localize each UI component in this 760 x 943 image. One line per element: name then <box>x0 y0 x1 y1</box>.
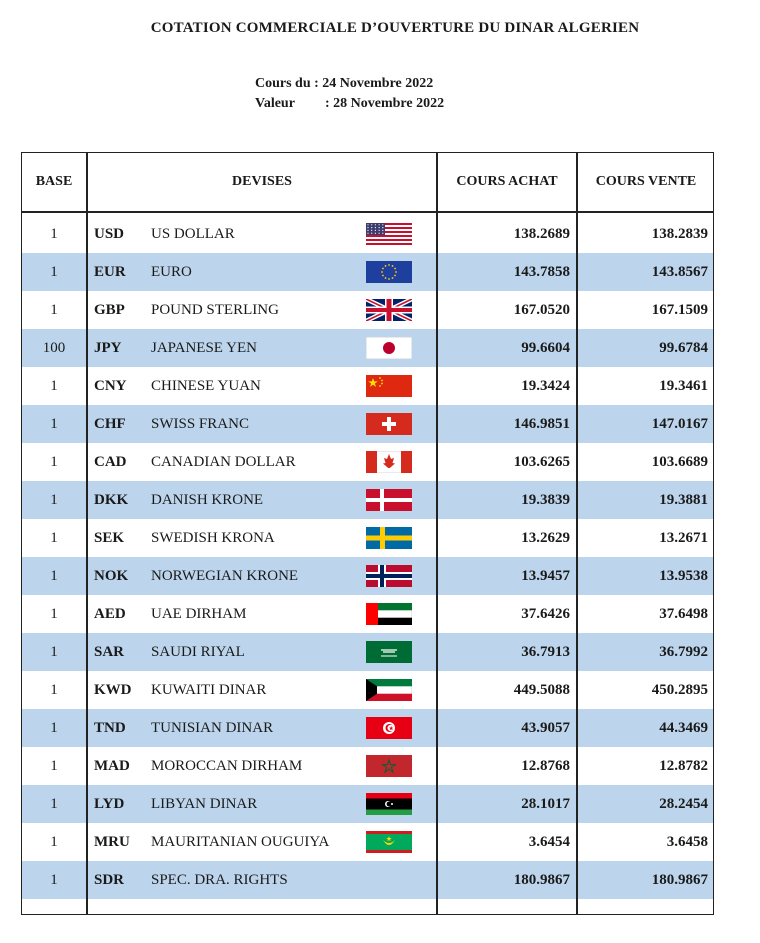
base-value: 1 <box>50 758 58 774</box>
valeur-date: : 28 Novembre 2022 <box>325 96 445 111</box>
table-row <box>22 519 713 557</box>
currency-code: DKK <box>94 492 129 508</box>
currency-code: MAD <box>94 758 130 774</box>
cours-vente-value: 3.6458 <box>666 834 708 850</box>
base-value: 1 <box>50 530 58 546</box>
currency-code: EUR <box>94 264 126 280</box>
table-row <box>22 329 713 367</box>
column-divider <box>576 153 578 914</box>
currency-name: LIBYAN DINAR <box>151 796 258 812</box>
cours-achat-value: 28.1017 <box>521 796 570 812</box>
cours-vente-value: 103.6689 <box>651 454 708 470</box>
cours-achat-value: 138.2689 <box>513 226 570 242</box>
cours-vente-value: 28.2454 <box>659 796 708 812</box>
cours-vente-value: 13.9538 <box>659 568 708 584</box>
cours-achat-value: 13.9457 <box>521 568 570 584</box>
base-value: 1 <box>50 302 58 318</box>
cours-achat-value: 449.5088 <box>513 682 570 698</box>
currency-name: SWISS FRANC <box>151 416 249 432</box>
currency-name: TUNISIAN DINAR <box>151 720 274 736</box>
currency-name: KUWAITI DINAR <box>151 682 267 698</box>
cours-vente-value: 99.6784 <box>659 340 708 356</box>
denmark-flag-icon <box>366 489 412 511</box>
base-value: 1 <box>50 720 58 736</box>
column-header-devises: DEVISES <box>232 174 292 189</box>
currency-name: NORWEGIAN KRONE <box>151 568 299 584</box>
cours-achat-value: 12.8768 <box>521 758 570 774</box>
table-row <box>22 443 713 481</box>
table-row <box>22 747 713 785</box>
japan-flag-icon <box>366 337 412 359</box>
base-value: 1 <box>50 796 58 812</box>
currency-code: SAR <box>94 644 125 660</box>
table-row <box>22 595 713 633</box>
table-row <box>22 291 713 329</box>
currency-code: NOK <box>94 568 129 584</box>
currency-code: CAD <box>94 454 127 470</box>
currency-name: SAUDI RIYAL <box>151 644 245 660</box>
currency-name: JAPANESE YEN <box>151 340 257 356</box>
cours-achat-value: 103.6265 <box>513 454 570 470</box>
currency-code: SEK <box>94 530 125 546</box>
currency-code: TND <box>94 720 126 736</box>
currency-code: JPY <box>94 340 122 356</box>
table-row <box>22 709 713 747</box>
base-value: 1 <box>50 682 58 698</box>
currency-code: GBP <box>94 302 125 318</box>
base-value: 1 <box>50 834 58 850</box>
cours-achat-value: 3.6454 <box>528 834 570 850</box>
table-row <box>22 367 713 405</box>
column-header-vente: COURS VENTE <box>595 174 697 189</box>
cours-vente-value: 37.6498 <box>659 606 708 622</box>
base-value: 100 <box>42 340 66 356</box>
base-value: 1 <box>50 264 58 280</box>
page-title: COTATION COMMERCIALE D’OUVERTURE DU DINAR ALGERIEN <box>150 20 640 36</box>
cours-achat-value: 99.6604 <box>521 340 570 356</box>
cours-achat-value: 180.9867 <box>513 872 570 888</box>
kuwait-flag-icon <box>366 679 412 701</box>
cours-vente-value: 13.2671 <box>659 530 708 546</box>
cours-vente-value: 167.1509 <box>651 302 708 318</box>
uae-flag-icon <box>366 603 412 625</box>
base-value: 1 <box>50 644 58 660</box>
libya-flag-icon <box>366 793 412 815</box>
table-row <box>22 671 713 709</box>
currency-code: CHF <box>94 416 126 432</box>
norway-flag-icon <box>366 565 412 587</box>
canada-flag-icon <box>366 451 412 473</box>
table-row <box>22 823 713 861</box>
base-value: 1 <box>50 226 58 242</box>
cours-vente-value: 450.2895 <box>651 682 708 698</box>
base-value: 1 <box>50 416 58 432</box>
cours-achat-value: 167.0520 <box>513 302 570 318</box>
currency-name: EURO <box>151 264 192 280</box>
column-header-base: BASE <box>35 174 73 189</box>
cours-vente-value: 143.8567 <box>651 264 708 280</box>
base-value: 1 <box>50 454 58 470</box>
cours-vente-value: 36.7992 <box>659 644 708 660</box>
china-flag-icon <box>366 375 412 397</box>
table-body <box>22 215 713 899</box>
cours-achat-value: 19.3839 <box>521 492 570 508</box>
base-value: 1 <box>50 606 58 622</box>
currency-code: USD <box>94 226 125 242</box>
base-value: 1 <box>50 872 58 888</box>
currency-name: POUND STERLING <box>151 302 279 318</box>
cours-achat-value: 36.7913 <box>521 644 570 660</box>
exchange-rate-table <box>21 152 714 915</box>
column-divider <box>86 153 88 914</box>
date-block <box>255 74 444 114</box>
cours-vente-value: 180.9867 <box>651 872 708 888</box>
cours-vente-value: 19.3881 <box>659 492 708 508</box>
table-row <box>22 633 713 671</box>
cours-vente-value: 19.3461 <box>659 378 708 394</box>
cours-achat-value: 13.2629 <box>521 530 570 546</box>
currency-name: SWEDISH KRONA <box>151 530 275 546</box>
cours-vente-value: 44.3469 <box>659 720 708 736</box>
base-value: 1 <box>50 568 58 584</box>
currency-name: SPEC. DRA. RIGHTS <box>151 872 288 888</box>
currency-code: AED <box>94 606 126 622</box>
currency-code: CNY <box>94 378 127 394</box>
currency-name: CANADIAN DOLLAR <box>151 454 296 470</box>
cours-vente-value: 138.2839 <box>651 226 708 242</box>
morocco-flag-icon <box>366 755 412 777</box>
currency-code: LYD <box>94 796 125 812</box>
cours-vente-value: 147.0167 <box>651 416 708 432</box>
column-divider <box>436 153 438 914</box>
currency-name: MAURITANIAN OUGUIYA <box>151 834 330 850</box>
currency-name: UAE DIRHAM <box>151 606 247 622</box>
cours-achat-value: 37.6426 <box>521 606 570 622</box>
currency-code: KWD <box>94 682 132 698</box>
currency-name: DANISH KRONE <box>151 492 264 508</box>
column-header-achat: COURS ACHAT <box>456 174 558 189</box>
uk-flag-icon <box>366 299 412 321</box>
table-row <box>22 253 713 291</box>
table-row <box>22 557 713 595</box>
table-row <box>22 785 713 823</box>
table-row <box>22 861 713 899</box>
table-row <box>22 481 713 519</box>
currency-name: US DOLLAR <box>151 226 235 242</box>
tunisia-flag-icon <box>366 717 412 739</box>
cours-achat-value: 43.9057 <box>521 720 570 736</box>
currency-code: MRU <box>94 834 130 850</box>
swiss-flag-icon <box>366 413 412 435</box>
table-row <box>22 215 713 253</box>
currency-code: SDR <box>94 872 125 888</box>
valeur-label: Valeur <box>255 96 295 111</box>
header-divider <box>22 211 713 213</box>
eu-flag-icon <box>366 261 412 283</box>
cours-vente-value: 12.8782 <box>659 758 708 774</box>
saudi-flag-icon <box>366 641 412 663</box>
sweden-flag-icon <box>366 527 412 549</box>
base-value: 1 <box>50 378 58 394</box>
currency-name: MOROCCAN DIRHAM <box>151 758 303 774</box>
cours-achat-value: 19.3424 <box>521 378 570 394</box>
base-value: 1 <box>50 492 58 508</box>
usa-flag-icon <box>366 223 412 245</box>
cours-achat-value: 146.9851 <box>513 416 570 432</box>
cours-achat-value: 143.7858 <box>513 264 570 280</box>
mauritania-flag-icon <box>366 831 412 853</box>
table-row <box>22 405 713 443</box>
currency-name: CHINESE YUAN <box>151 378 261 394</box>
cours-date: Cours du : 24 Novembre 2022 <box>255 76 434 91</box>
